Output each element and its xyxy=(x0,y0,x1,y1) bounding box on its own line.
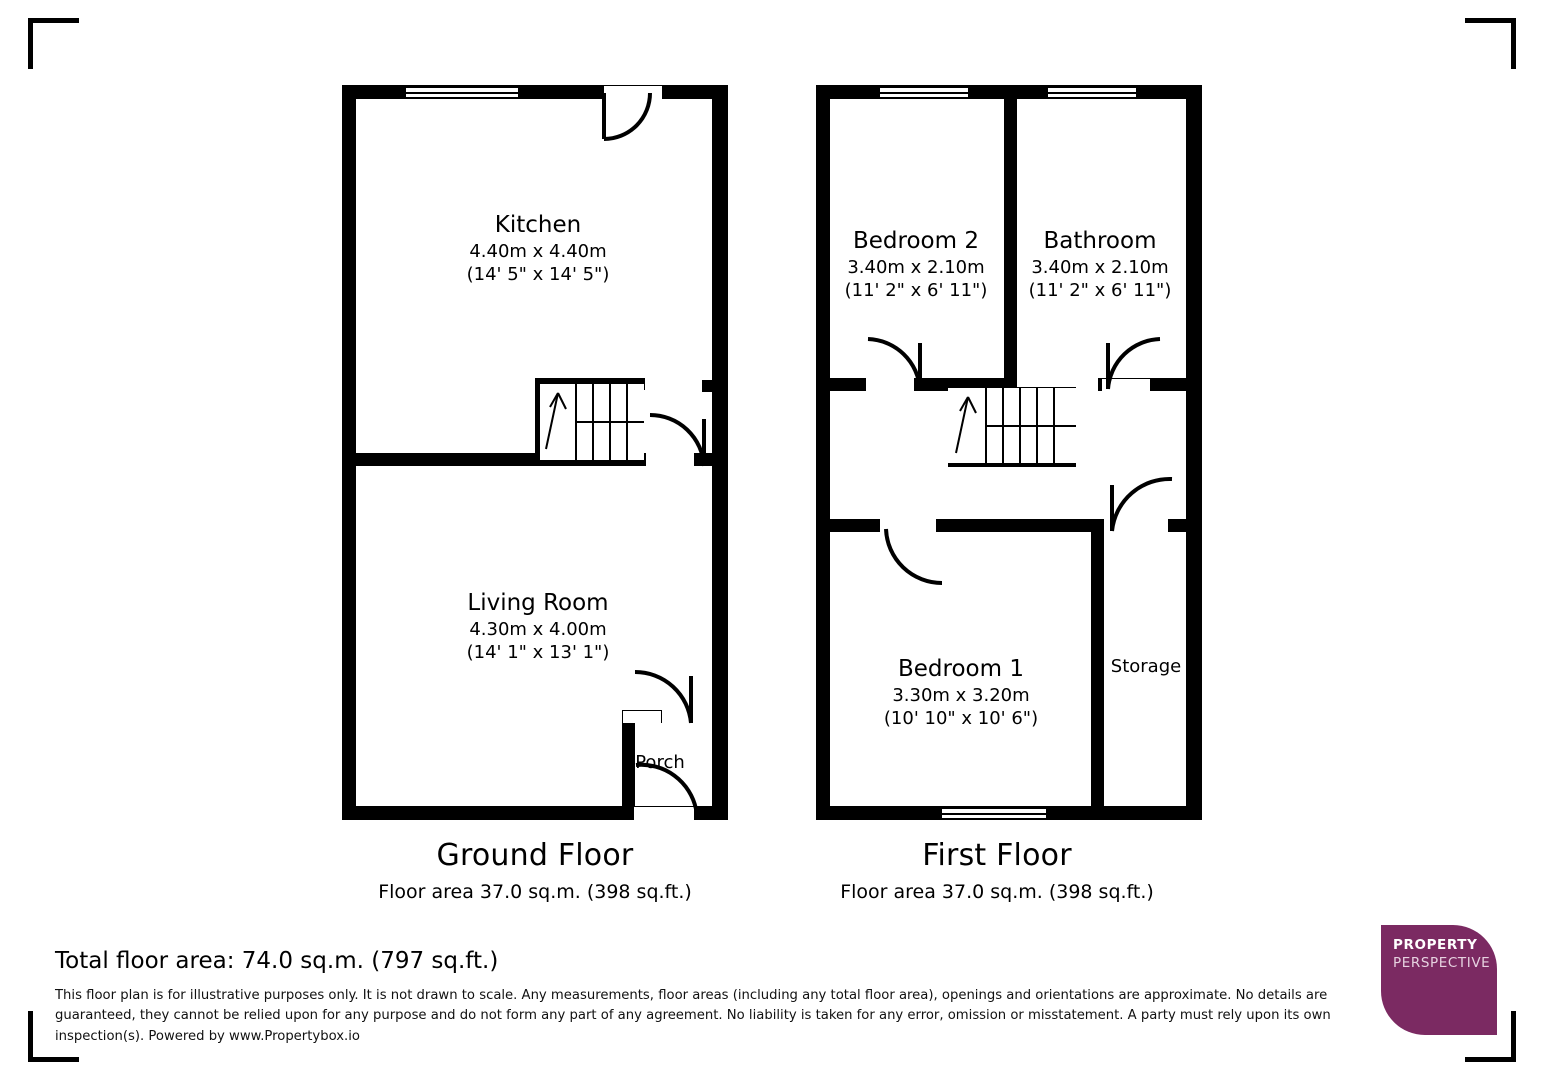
room-dim-metric: 4.40m x 4.40m xyxy=(469,241,607,263)
floor-area: Floor area 37.0 sq.m. (398 sq.ft.) xyxy=(840,881,1154,903)
room-label-bedroom-1 xyxy=(836,655,1086,731)
room-label-living-room xyxy=(395,589,681,665)
room-label-kitchen xyxy=(395,211,681,287)
room-label-storage xyxy=(1094,655,1198,678)
room-name: Bedroom 1 xyxy=(898,656,1024,682)
room-dim-imperial: (11' 2" x 6' 11") xyxy=(844,280,988,302)
room-name: Kitchen xyxy=(494,212,582,238)
room-label-porch xyxy=(605,751,715,774)
room-dim-imperial: (11' 2" x 6' 11") xyxy=(1028,280,1172,302)
first-floor-plan xyxy=(816,85,1202,820)
floor-name: First Floor xyxy=(922,838,1072,873)
room-label-bedroom-2 xyxy=(836,227,996,303)
logo-line-2: PERSPECTIVE xyxy=(1393,955,1491,971)
window-bedroom2-front xyxy=(878,86,970,99)
room-name: Storage xyxy=(1110,656,1182,677)
wall-right xyxy=(1186,85,1202,820)
total-floor-area: Total floor area: 74.0 sq.m. (797 sq.ft.) xyxy=(55,948,499,974)
room-dim-metric: 3.30m x 3.20m xyxy=(892,685,1030,707)
property-perspective-logo xyxy=(1381,925,1497,1035)
wall-top xyxy=(816,85,1202,99)
door-storage xyxy=(1100,475,1182,537)
room-dim-metric: 3.40m x 2.10m xyxy=(1031,257,1169,279)
door-living-porch xyxy=(625,666,699,728)
door-bedroom2 xyxy=(858,335,934,395)
room-dim-metric: 3.40m x 2.10m xyxy=(847,257,985,279)
floor-area: Floor area 37.0 sq.m. (398 sq.ft.) xyxy=(378,881,692,903)
window-bathroom-front xyxy=(1046,86,1138,99)
wall-stair-right-stub xyxy=(702,380,714,392)
room-dim-imperial: (14' 5" x 14' 5") xyxy=(466,264,610,286)
crop-mark-top-right xyxy=(1465,18,1516,69)
door-kitchen-back xyxy=(600,89,670,149)
window-kitchen-front xyxy=(404,86,520,99)
room-dim-metric: 4.30m x 4.00m xyxy=(469,619,607,641)
wall-landing-bottom-mid xyxy=(936,519,1102,532)
ground-floor-plan xyxy=(342,85,728,820)
floor-name: Ground Floor xyxy=(436,838,634,873)
first-floor-title xyxy=(787,838,1207,903)
stairs-ground xyxy=(540,383,644,461)
logo-line-1: PROPERTY xyxy=(1393,937,1478,953)
wall-left xyxy=(342,85,356,820)
room-label-bathroom xyxy=(1020,227,1180,303)
room-name: Bathroom xyxy=(1043,228,1157,254)
wall-bedroom2-bathroom xyxy=(1004,99,1017,379)
room-dim-imperial: (14' 1" x 13' 1") xyxy=(466,642,610,664)
room-name: Porch xyxy=(635,752,685,773)
disclaimer-text: This floor plan is for illustrative purposes only. It is not drawn to scale. Any measurements, floor areas (including any total floor area), openings and orientations are approximate. No details are guaranteed, they cannot be relied upon for any purpose and do not form any part of any agreement. No liability is taken for any error, omission or misstatement. A party must rely upon its own inspection(s). Powered by www.Propertybox.io xyxy=(55,988,1331,1044)
room-dim-imperial: (10' 10" x 10' 6") xyxy=(883,708,1039,730)
crop-mark-top-left xyxy=(28,18,79,69)
wall-top xyxy=(342,85,728,99)
door-hall-living xyxy=(642,411,716,471)
room-name: Bedroom 2 xyxy=(853,228,979,254)
room-name: Living Room xyxy=(467,590,609,616)
stairs-first xyxy=(948,387,1076,467)
door-bedroom1 xyxy=(872,525,952,587)
wall-left xyxy=(816,85,830,820)
ground-floor-title xyxy=(325,838,745,903)
window-bedroom1-rear xyxy=(940,807,1048,820)
door-bathroom xyxy=(1098,335,1174,395)
